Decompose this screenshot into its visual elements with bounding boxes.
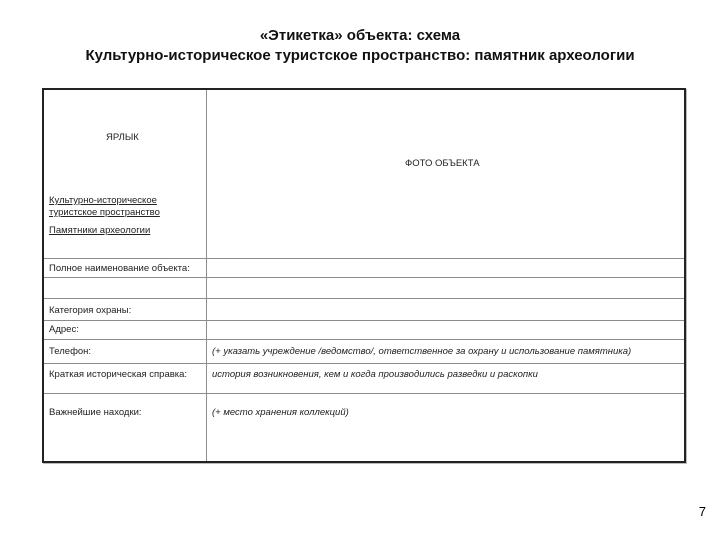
row-divider (44, 298, 684, 299)
space-type-line1: Культурно-историческое (49, 195, 157, 206)
row-divider (44, 258, 684, 259)
category-link: Памятники археологии (49, 225, 151, 236)
space-type-line2: туристское пространство (49, 207, 160, 218)
field-name-history: Краткая историческая справка: (49, 369, 188, 380)
row-divider (44, 339, 684, 340)
field-name-finds: Важнейшие находки: (49, 407, 142, 418)
field-value-phone: (+ указать учреждение /ведомство/, ответственное за охрану и использование памятника) (212, 346, 632, 357)
field-name-protection-category: Категория охраны: (49, 305, 132, 316)
slide-title: «Этикетка» объекта: схема (259, 27, 461, 44)
page-number: 7 (698, 504, 706, 519)
row-divider (44, 363, 684, 364)
column-divider (206, 90, 207, 461)
photo-placeholder: ФОТО ОБЪЕКТА (405, 158, 480, 169)
field-value-history: история возникновения, кем и когда производились разведки и раскопки (212, 369, 538, 380)
label-heading: ЯРЛЫК (106, 132, 139, 143)
row-divider (44, 277, 684, 278)
field-name-full-title: Полное наименование объекта: (49, 263, 190, 274)
field-value-finds: (+ место хранения коллекций) (212, 407, 349, 418)
field-name-address: Адрес: (49, 324, 79, 335)
slide-subtitle: Культурно-историческое туристское пространство: памятник археологии (85, 47, 635, 64)
row-divider (44, 393, 684, 394)
field-name-phone: Телефон: (49, 346, 92, 357)
row-divider (44, 320, 684, 321)
